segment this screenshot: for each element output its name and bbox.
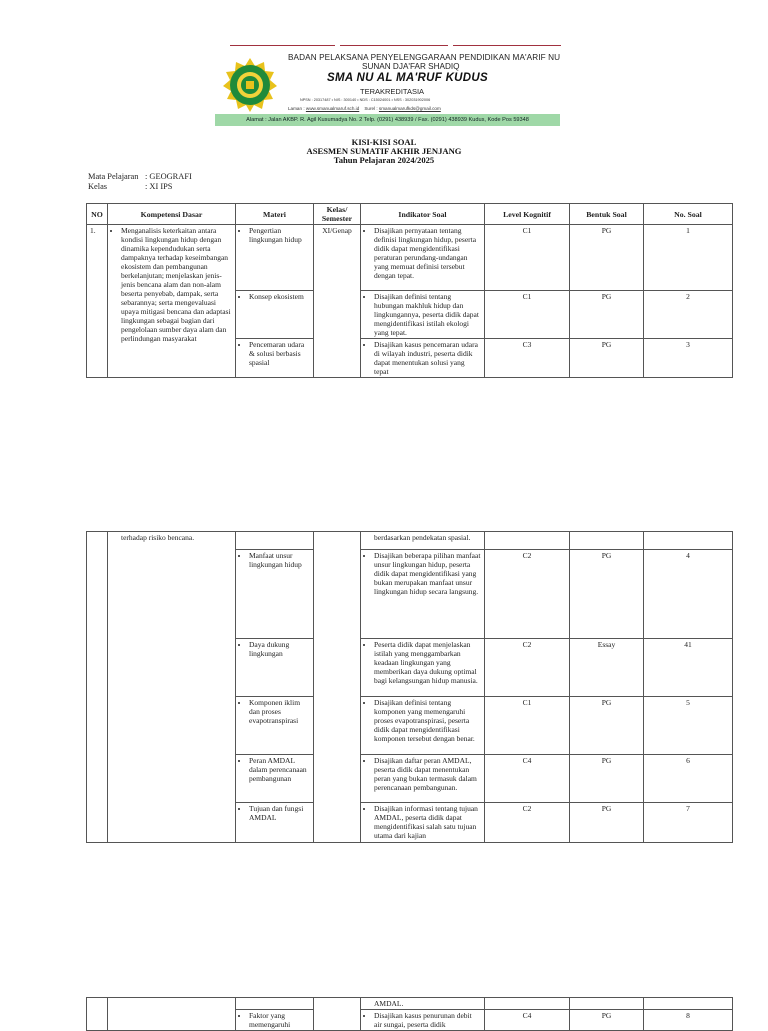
materi-text: • Manfaat unsur lingkungan hidup — [249, 551, 310, 569]
class-label: Kelas — [88, 182, 108, 191]
bentuk-cell: PG — [570, 339, 644, 378]
school-logo-icon — [222, 57, 278, 113]
bentuk-cell: PG — [570, 697, 644, 755]
indikator-cell — [361, 639, 485, 697]
level-cell: C4 — [485, 1010, 570, 1031]
level-cell — [485, 998, 570, 1010]
address-bar: Alamat : Jalan AKBP. R. Agil Kusumadya No. 2 Telp. (0291) 438939 / Fax. (0291) 438939 Kudus, Kode Pos 59348 — [215, 114, 560, 126]
nosoal-cell — [644, 532, 733, 550]
kd-text: • Menganalisis keterkaitan antara kondisi lingkungan hidup dengan dinamika kependudukan serta dampaknya terhadap keseimbangan ekosistem dan pembangunan berkelanjutan; menjelaskan jenis-jenis bencana alam dan non-alam beserta penyebab, dampak, serta sebarannya; serta mengevaluasi upaya mitigasi bencana dan adaptasi lingkungan sebagai bagian dari pengelolaan sumber daya alam dan perlindungan masyarakat — [121, 226, 232, 343]
level-cell: C2 — [485, 639, 570, 697]
indikator-text: • Disajikan beberapa pilihan manfaat unsur lingkungan hidup, peserta didik dapat mengidentifikasi yang bukan merupakan manfaat unsur lingkungan hidup secara langsung. — [374, 551, 481, 596]
materi-text: • Tujuan dan fungsi AMDAL — [249, 804, 310, 822]
laman-label: Laman : — [288, 106, 305, 111]
bentuk-cell: PG — [570, 803, 644, 843]
kisi-table-page1 — [86, 203, 733, 378]
indikator-text: • Disajikan daftar peran AMDAL, peserta didik dapat menentukan peran yang bukan termasuk dalam perencanaan pembangunan. — [374, 756, 481, 792]
school-ids: NPSN : 20317487 • NIS : 300140 • NDS : C15024001 • NSS : 302031902006 — [300, 98, 431, 102]
contact-line — [288, 106, 441, 111]
header-bentuk: Bentuk Soal — [570, 204, 644, 225]
indikator-cell — [361, 998, 485, 1010]
materi-text: • Faktor yang memengaruhi — [249, 1011, 310, 1029]
materi-cell — [236, 532, 314, 550]
indikator-cell — [361, 339, 485, 378]
nosoal-cell: 7 — [644, 803, 733, 843]
materi-cell — [236, 1010, 314, 1031]
row-number — [87, 532, 108, 843]
kd-cell — [108, 225, 236, 378]
header-indikator: Indikator Soal — [361, 204, 485, 225]
header-nosoal: No. Soal — [644, 204, 733, 225]
indikator-cell — [361, 225, 485, 291]
kd-cell — [108, 532, 236, 843]
header-line — [453, 45, 561, 46]
materi-text: • Peran AMDAL dalam perencanaan pembangunan — [249, 756, 310, 783]
nosoal-cell: 6 — [644, 755, 733, 803]
class-line — [88, 182, 172, 191]
indikator-text: • Disajikan informasi tentang tujuan AMDAL, peserta didik dapat mengidentifikasi salah satu tujuan utama dari kajian — [374, 804, 481, 840]
kelas-cell — [314, 998, 361, 1031]
materi-text: • Pencemaran udara & solusi berbasis spasial — [249, 340, 310, 367]
org-line-2: SUNAN DJA'FAR SHADIQ — [362, 62, 460, 71]
bentuk-cell: Essay — [570, 639, 644, 697]
level-cell: C1 — [485, 697, 570, 755]
kd-cell — [108, 998, 236, 1031]
level-cell: C2 — [485, 803, 570, 843]
indikator-cell — [361, 1010, 485, 1031]
indikator-cell — [361, 803, 485, 843]
table-row — [87, 532, 733, 550]
kelas-cell: XI/Genap — [314, 225, 361, 378]
materi-text: • Pengertian lingkungan hidup — [249, 226, 310, 244]
materi-cell — [236, 697, 314, 755]
subject-line — [88, 172, 192, 181]
org-line-1: BADAN PELAKSANA PENYELENGGARAAN PENDIDIKAN MA'ARIF NU — [288, 53, 561, 62]
nosoal-cell: 2 — [644, 291, 733, 339]
materi-cell — [236, 803, 314, 843]
accreditation: TERAKREDITASIA — [360, 87, 425, 96]
materi-cell — [236, 998, 314, 1010]
materi-cell — [236, 339, 314, 378]
header-line — [230, 45, 335, 46]
level-cell: C1 — [485, 225, 570, 291]
indikator-text: • Disajikan definisi tentang hubungan makhluk hidup dan lingkungannya, peserta didik dapat mengidentifikasi istilah ekologi yang tepat. — [374, 292, 481, 337]
doc-title-2: ASESMEN SUMATIF AKHIR JENJANG — [306, 146, 462, 156]
header-level: Level Kognitif — [485, 204, 570, 225]
materi-text: • Daya dukung lingkungan — [249, 640, 310, 658]
kd-continuation: terhadap risiko bencana. — [121, 533, 195, 542]
kelas-cell — [314, 532, 361, 843]
header-materi: Materi — [236, 204, 314, 225]
kisi-table-page2 — [86, 531, 733, 843]
bentuk-cell — [570, 532, 644, 550]
indikator-text: • Disajikan definisi tentang komponen yang memengaruhi proses evapotranspirasi, peserta didik dapat mengidentifikasi komponen tersebut dengan benar. — [374, 698, 481, 743]
header-line — [340, 45, 448, 46]
header-no: NO — [87, 204, 108, 225]
header-kelas: Kelas/ Semester — [314, 204, 361, 225]
indikator-continuation: berdasarkan pendekatan spasial. — [374, 533, 471, 542]
materi-cell — [236, 639, 314, 697]
nosoal-cell: 8 — [644, 1010, 733, 1031]
table-row — [87, 225, 733, 291]
bentuk-cell: PG — [570, 1010, 644, 1031]
materi-text: • Komponen iklim dan proses evapotranspirasi — [249, 698, 310, 725]
indikator-text: • Disajikan kasus penurunan debit air sungai, peserta didik — [374, 1011, 481, 1029]
indikator-cell — [361, 697, 485, 755]
indikator-text: • Peserta didik dapat menjelaskan istilah yang menggambarkan keadaan lingkungan yang memberikan daya dukung optimal bagi kelangsungan hidup manusia. — [374, 640, 481, 685]
school-name: SMA NU AL MA'RUF KUDUS — [327, 72, 488, 84]
indikator-text: • Disajikan kasus pencemaran udara di wilayah industri, peserta didik dapat menentukan solusi yang tepat — [374, 340, 481, 376]
bentuk-cell: PG — [570, 291, 644, 339]
bentuk-cell: PG — [570, 755, 644, 803]
bentuk-cell: PG — [570, 550, 644, 639]
indikator-text: • Disajikan pernyataan tentang definisi lingkungan hidup, peserta didik dapat mengidentifikasi peraturan perundang-undangan yang memuat definisi tersebut dengan tepat. — [374, 226, 481, 280]
nosoal-cell: 1 — [644, 225, 733, 291]
materi-cell — [236, 755, 314, 803]
level-cell — [485, 532, 570, 550]
doc-title-3: Tahun Pelajaran 2024/2025 — [333, 155, 435, 165]
subject-value: : GEOGRAFI — [145, 172, 192, 181]
indikator-cell — [361, 291, 485, 339]
indikator-cell — [361, 532, 485, 550]
indikator-continuation: AMDAL. — [374, 999, 404, 1008]
level-cell: C2 — [485, 550, 570, 639]
surel-link[interactable]: smanualmarufkds@gmail.com — [378, 106, 441, 111]
nosoal-cell: 5 — [644, 697, 733, 755]
nosoal-cell: 41 — [644, 639, 733, 697]
kisi-table-page3 — [86, 997, 733, 1031]
class-value: : XI IPS — [145, 182, 173, 191]
table-header-row — [87, 204, 733, 225]
materi-cell — [236, 291, 314, 339]
header-kd: Kompetensi Dasar — [108, 204, 236, 225]
nosoal-cell: 3 — [644, 339, 733, 378]
subject-label: Mata Pelajaran — [88, 172, 139, 181]
materi-cell — [236, 225, 314, 291]
row-number — [87, 998, 108, 1031]
materi-cell — [236, 550, 314, 639]
laman-link[interactable]: www.smanualmaruf.sch.id — [305, 106, 360, 111]
doc-title-1: KISI-KISI SOAL — [351, 137, 417, 147]
level-cell: C3 — [485, 339, 570, 378]
surel-label: Surel : — [364, 106, 378, 111]
nosoal-cell — [644, 998, 733, 1010]
indikator-cell — [361, 755, 485, 803]
row-number: 1. — [87, 225, 108, 378]
level-cell: C1 — [485, 291, 570, 339]
table-row — [87, 998, 733, 1010]
bentuk-cell: PG — [570, 225, 644, 291]
materi-text: • Konsep ekosistem — [249, 292, 310, 301]
nosoal-cell: 4 — [644, 550, 733, 639]
level-cell: C4 — [485, 755, 570, 803]
bentuk-cell — [570, 998, 644, 1010]
indikator-cell — [361, 550, 485, 639]
